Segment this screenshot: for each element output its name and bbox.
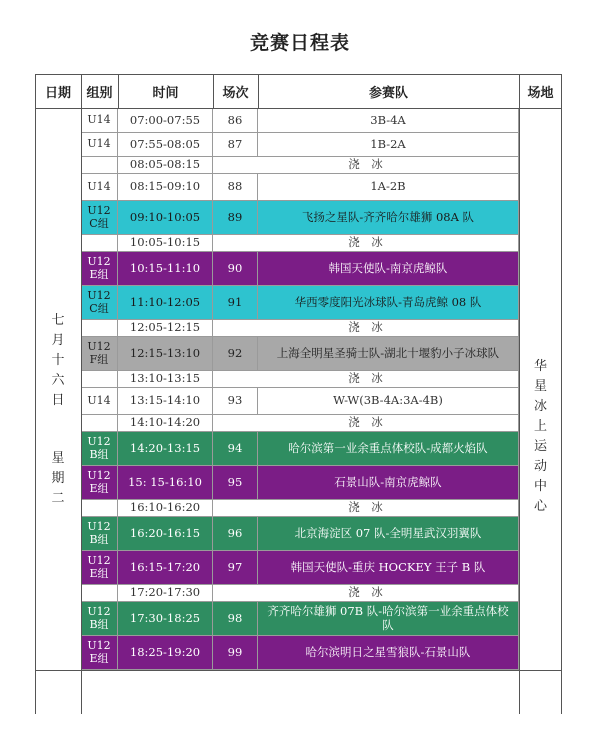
divider-time [213,74,214,109]
group-cell: U12 C组 [81,286,118,320]
teams-cell: 上海全明星圣骑士队-湖北十堰豹小子冰球队 [258,337,519,371]
time-cell: 07:55-08:05 [118,133,213,157]
table-row [81,432,519,466]
weekday-label [35,449,81,509]
match-number-cell: 88 [213,174,258,201]
group-cell [81,157,118,174]
table-row [81,157,519,174]
time-cell: 13:10-13:15 [118,371,213,388]
venue-char: 上 [533,419,547,434]
match-number-cell: 93 [213,388,258,415]
date-cell [35,109,81,714]
venue-char: 动 [533,459,547,474]
time-cell: 10:15-11:10 [118,252,213,286]
match-number-cell: 95 [213,466,258,500]
teams-cell: 华西零度阳光冰球队-青岛虎鲸 08 队 [258,286,519,320]
match-number-cell: 92 [213,337,258,371]
venue-char: 冰 [533,399,547,414]
ice-resurfacing-cell: 浇 冰 [213,157,519,174]
teams-cell: 齐齐哈尔雄狮 07B 队-哈尔滨第一业余重点体校队 [258,602,519,636]
table-row [81,636,519,670]
date-char: 十 [51,353,65,368]
match-number-cell: 90 [213,252,258,286]
table-row [81,415,519,432]
weekday-char: 星 [51,451,65,466]
group-cell: U12 C组 [81,201,118,235]
ice-resurfacing-cell: 浇 冰 [213,235,519,252]
time-cell: 07:00-07:55 [118,109,213,133]
group-cell: U14 [81,133,118,157]
table-row [81,235,519,252]
time-cell: 12:15-13:10 [118,337,213,371]
table-row [81,602,519,636]
match-number-cell: 98 [213,602,258,636]
divider-group [118,74,119,109]
divider-match [258,74,259,109]
group-cell: U14 [81,388,118,415]
ice-resurfacing-cell: 浇 冰 [213,585,519,602]
table-row [81,174,519,201]
teams-cell: 1B-2A [258,133,519,157]
table-row [81,371,519,388]
time-cell: 08:15-09:10 [118,174,213,201]
group-cell [81,320,118,337]
group-cell [81,415,118,432]
header-match: 场次 [222,85,249,101]
table-top-border [35,74,562,75]
divider-venue [519,74,520,714]
table-row [81,201,519,235]
match-number-cell: 87 [213,133,258,157]
page-title: 竞赛日程表 [249,32,350,54]
teams-cell: 哈尔滨第一业余重点体校队-成都火焰队 [258,432,519,466]
teams-cell: 飞扬之星队-齐齐哈尔雄狮 08A 队 [258,201,519,235]
time-cell: 09:10-10:05 [118,201,213,235]
match-number-cell: 86 [213,109,258,133]
schedule-table [35,74,562,714]
time-cell: 17:30-18:25 [118,602,213,636]
group-cell: U12 B组 [81,602,118,636]
date-label [35,311,81,411]
venue-label [519,357,562,517]
time-cell: 10:05-10:15 [118,235,213,252]
ice-resurfacing-cell: 浇 冰 [213,371,519,388]
group-cell: U12 E组 [81,636,118,670]
header-date: 日期 [44,85,71,101]
time-cell: 16:10-16:20 [118,500,213,517]
ice-resurfacing-cell: 浇 冰 [213,500,519,517]
group-cell [81,371,118,388]
group-cell: U12 F组 [81,337,118,371]
header-time: 时间 [152,85,179,101]
table-row [81,252,519,286]
table-row [81,466,519,500]
teams-cell: 石景山队-南京虎鲸队 [258,466,519,500]
teams-cell: 韩国天使队-南京虎鲸队 [258,252,519,286]
weekday-char: 二 [51,491,65,506]
date-char: 六 [51,373,65,388]
time-cell: 13:15-14:10 [118,388,213,415]
time-cell: 16:20-16:15 [118,517,213,551]
group-cell: U12 E组 [81,466,118,500]
group-cell: U14 [81,174,118,201]
table-row [81,551,519,585]
date-char: 月 [51,333,65,348]
group-cell: U12 B组 [81,432,118,466]
teams-cell: 3B-4A [258,109,519,133]
venue-char: 星 [533,379,547,394]
group-cell [81,500,118,517]
table-row [81,337,519,371]
match-number-cell: 89 [213,201,258,235]
time-cell: 11:10-12:05 [118,286,213,320]
time-cell: 17:20-17:30 [118,585,213,602]
table-row [81,133,519,157]
time-cell: 18:25-19:20 [118,636,213,670]
group-cell [81,585,118,602]
time-cell: 14:20-13:15 [118,432,213,466]
date-char: 七 [51,313,65,328]
match-number-cell: 99 [213,636,258,670]
time-cell: 12:05-12:15 [118,320,213,337]
divider-date [81,74,82,714]
venue-char: 中 [533,479,547,494]
group-cell: U12 E组 [81,551,118,585]
table-row [81,109,519,133]
ice-resurfacing-cell: 浇 冰 [213,415,519,432]
teams-cell: 1A-2B [258,174,519,201]
venue-char: 心 [533,499,547,514]
table-row [81,500,519,517]
group-cell: U12 B组 [81,517,118,551]
venue-char: 华 [533,359,547,374]
teams-cell: 哈尔滨明日之星雪狼队-石景山队 [258,636,519,670]
header-group: 组别 [86,85,113,101]
table-row [81,388,519,415]
teams-cell: 韩国天使队-重庆 HOCKEY 王子 B 队 [258,551,519,585]
group-cell [81,235,118,252]
time-cell: 15: 15-16:10 [118,466,213,500]
time-cell: 14:10-14:20 [118,415,213,432]
header-teams: 参赛队 [368,85,408,101]
teams-cell: W-W(3B-4A:3A-4B) [258,388,519,415]
header-bottom-border [35,108,562,109]
ice-resurfacing-cell: 浇 冰 [213,320,519,337]
match-number-cell: 97 [213,551,258,585]
table-left-border [35,74,36,714]
venue-char: 运 [533,439,547,454]
teams-cell: 北京海淀区 07 队-全明星武汉羽翼队 [258,517,519,551]
table-right-border [561,74,562,714]
table-row [81,320,519,337]
match-number-cell: 94 [213,432,258,466]
group-cell: U14 [81,109,118,133]
table-bottom-border [35,670,562,671]
time-cell: 08:05-08:15 [118,157,213,174]
header-venue: 场地 [527,85,554,101]
venue-cell [519,109,562,714]
table-row [81,585,519,602]
match-number-cell: 91 [213,286,258,320]
table-row [81,286,519,320]
table-row [81,517,519,551]
group-cell: U12 E组 [81,252,118,286]
time-cell: 16:15-17:20 [118,551,213,585]
weekday-char: 期 [51,471,65,486]
match-number-cell: 96 [213,517,258,551]
date-char: 日 [51,393,65,408]
